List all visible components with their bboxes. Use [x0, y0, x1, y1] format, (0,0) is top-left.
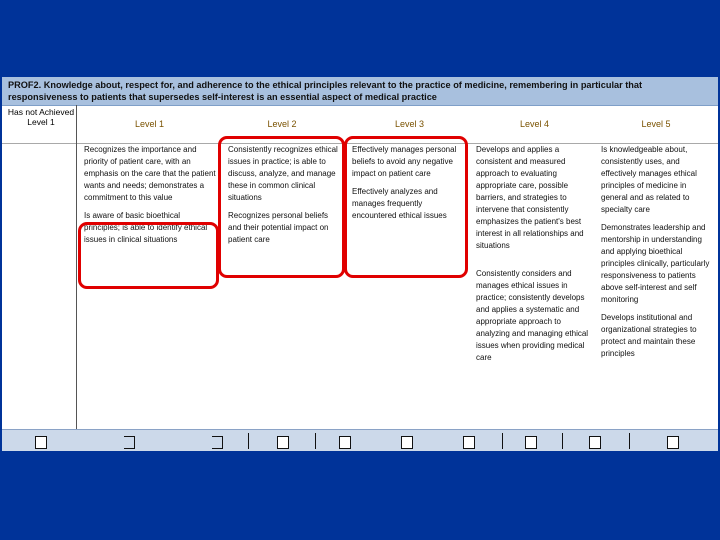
level4-descriptor-1: Develops and applies a consistent and measured approach to evaluating appropriate care, possible barriers, and strategies to intervene that consistently emphasizes the patient's best interest in all relationships and situations: [476, 145, 584, 250]
rating-divider: [629, 433, 630, 449]
level5-descriptor-2: Demonstrates leadership and mentorship in understanding and applying bioethical principles clinically, particularly responsiveness to patients above self-interest and self monitoring: [601, 223, 710, 304]
rating-divider: [315, 433, 316, 449]
level3-descriptor-2: Effectively analyzes and manages frequently encountered ethical issues: [352, 187, 447, 220]
rating-checkbox-level2[interactable]: [277, 436, 289, 449]
header-level5: Level 5: [641, 119, 671, 129]
milestone-title-bar: [2, 77, 718, 106]
rating-checkbox-level3-5[interactable]: [463, 436, 475, 449]
rating-checkbox-not-achieved[interactable]: [35, 436, 47, 449]
rating-checkbox-level2-5[interactable]: [339, 436, 351, 449]
level2-highlight-box: [218, 136, 345, 278]
header-level3: Level 3: [394, 119, 425, 129]
rating-checkbox-level1[interactable]: [124, 436, 135, 449]
level2-descriptor-2: Recognizes personal beliefs and their potential impact on patient care: [228, 211, 329, 244]
milestone-title-line1: PROF2. Knowledge about, respect for, and adherence to the ethical principles relevant to the practice of medicine, remembering in particular that: [8, 80, 643, 90]
rating-checkbox-level5[interactable]: [667, 436, 679, 449]
rating-checkbox-row: [2, 429, 718, 451]
rating-divider: [562, 433, 563, 449]
level3-descriptor-1: Effectively manages personal beliefs to avoid any negative impact on patient care: [352, 145, 457, 178]
level2-descriptor-1: Consistently recognizes ethical issues in practice; is able to discuss, analyze, and manage these in common clinical situations: [228, 145, 338, 202]
rating-divider: [502, 433, 503, 449]
level3-highlight-box: [344, 136, 468, 278]
level4-cell: [476, 144, 594, 370]
rating-checkbox-level4[interactable]: [525, 436, 537, 449]
milestone-title-line2: responsiveness to patients that supersedes self-interest is an essential aspect of medical practice: [8, 92, 437, 102]
milestone-sheet: [2, 77, 718, 450]
rating-checkbox-level3[interactable]: [401, 436, 413, 449]
header-level1: Level 1: [134, 119, 165, 129]
header-level2: Level 2: [267, 119, 297, 129]
column-divider: [76, 105, 77, 429]
level4-descriptor-2: Consistently considers and manages ethical issues in practice; consistently develops and applies a systematic and appropriate approach to analyzing and managing ethical issues when providing medical care: [476, 269, 589, 362]
rating-checkbox-level4-5[interactable]: [589, 436, 601, 449]
level5-descriptor-3: Develops institutional and organizational strategies to protect and maintain these principles: [601, 313, 697, 358]
level5-descriptor-1: Is knowledgeable about, consistently uses, and effectively manages ethical principles of medicine in general and as related to specialty care: [601, 145, 697, 214]
rating-divider: [248, 433, 249, 449]
header-level4: Level 4: [519, 119, 550, 129]
level1-highlight-box: [78, 222, 219, 289]
level1-descriptor-2: Is aware of basic bioethical principles; is able to identify ethical issues in clinical situations: [84, 211, 208, 244]
header-not-achieved: Has not Achieved Level 1: [7, 107, 75, 127]
level5-cell: [601, 144, 715, 366]
level1-descriptor-1: Recognizes the importance and priority of patient care, with an emphasis on the care that the patient wants and needs; demonstrates a commitment to this value: [84, 145, 216, 202]
rating-checkbox-level1-5[interactable]: [212, 436, 223, 449]
